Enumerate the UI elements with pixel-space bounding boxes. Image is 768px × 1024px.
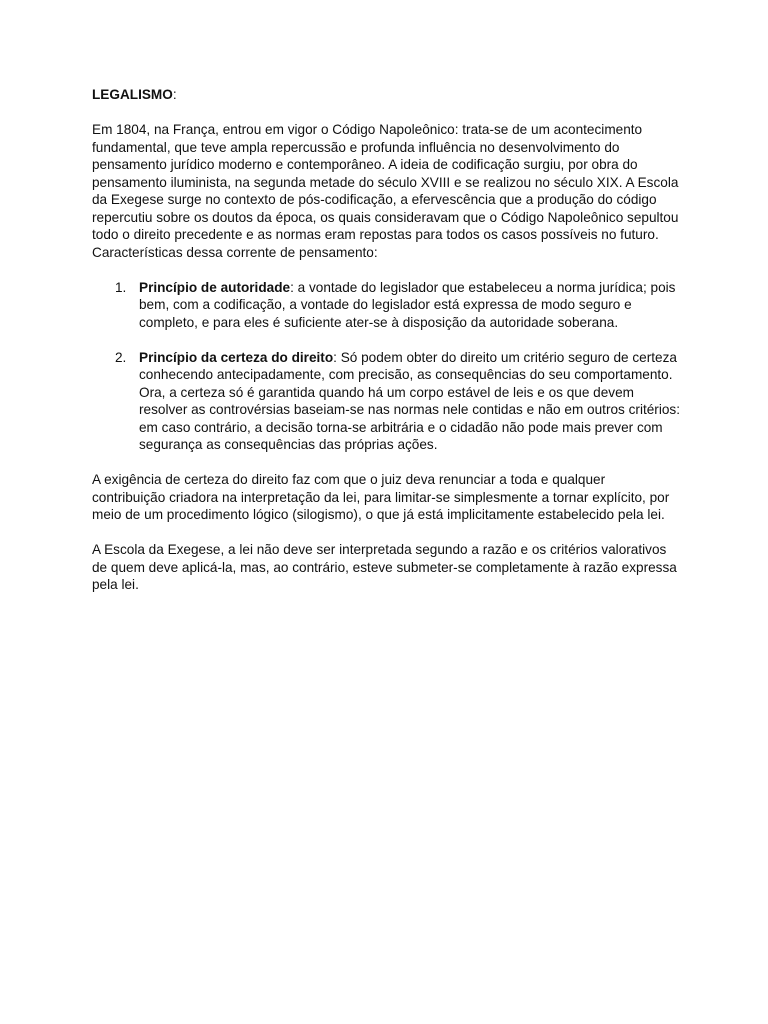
list-item-principle-1: [92, 279, 682, 332]
spacer: [92, 261, 682, 279]
principles-list: [92, 279, 682, 454]
spacer: [92, 524, 682, 542]
spacer: [92, 331, 682, 349]
exegesis-paragraph: A Escola da Exegese, a lei não deve ser interpretada segundo a razão e os critérios valorativos de quem deve aplicá-la, mas, ao contrário, esteve submeter-se completamente à razão expressa pela lei.: [92, 542, 677, 592]
intro-paragraph: Em 1804, na França, entrou em vigor o Código Napoleônico: trata-se de um acontecimento fundamental, que teve ampla repercussão e profunda influência no desenvolvimento do pensamento jurídico moderno e contemporâneo. A ideia de codificação surgiu, por obra do pensamento iluminista, na segunda metade do século XVIII e se realizou no século XIX. A Escola da Exegese surge no contexto de pós-codificação, a efervescência que a produção do código repercutiu sobre os doutos da época, os quais consideravam que o Código Napoleônico sepultou todo o direito precedente e as normas eram repostas para todos os casos possíveis no futuro.: [92, 122, 679, 242]
heading-colon: :: [172, 87, 177, 102]
spacer: [92, 104, 682, 122]
principle-text: : a vontade do legislador que estabeleceu a norma jurídica; pois bem, com a codificação, a vontade do legislador está expressa de modo seguro e completo, e para eles é suficiente ater-se à disposição da autoridade soberana.: [139, 279, 676, 330]
list-number: 1.: [115, 279, 127, 295]
heading-line: [92, 86, 682, 104]
list-item-principle-2: [92, 349, 682, 454]
principle-text: : Só podem obter do direito um critério seguro de certeza conhecendo antecipadamente, com precisão, as consequências do seu comportamento. Ora, a certeza só é garantida quando há um corpo estável de leis e os que devem resolver as controvérsias baseiam-se nas normas nele contidas e não em outros critérios: em caso contrário, a decisão torna-se arbitrária e o cidadão não pode mais prever com segurança as consequências das próprias ações.: [139, 349, 680, 452]
list-number: 2.: [115, 349, 127, 365]
characteristics-intro: Características dessa corrente de pensamento:: [92, 244, 378, 260]
certainty-paragraph: A exigência de certeza do direito faz com que o juiz deva renunciar a toda e qualquer contribuição criadora na interpretação da lei, para limitar-se simplesmente a tornar explícito, por meio de um procedimento lógico (silogismo), o que já está implicitamente estabelecido pela lei.: [92, 472, 670, 522]
principle-title: Princípio da certeza do direito: [139, 349, 334, 365]
principle-title: Princípio de autoridade: [139, 279, 291, 295]
spacer: [92, 454, 682, 472]
document-body: [92, 86, 682, 594]
document-heading: LEGALISMO: [92, 87, 173, 102]
